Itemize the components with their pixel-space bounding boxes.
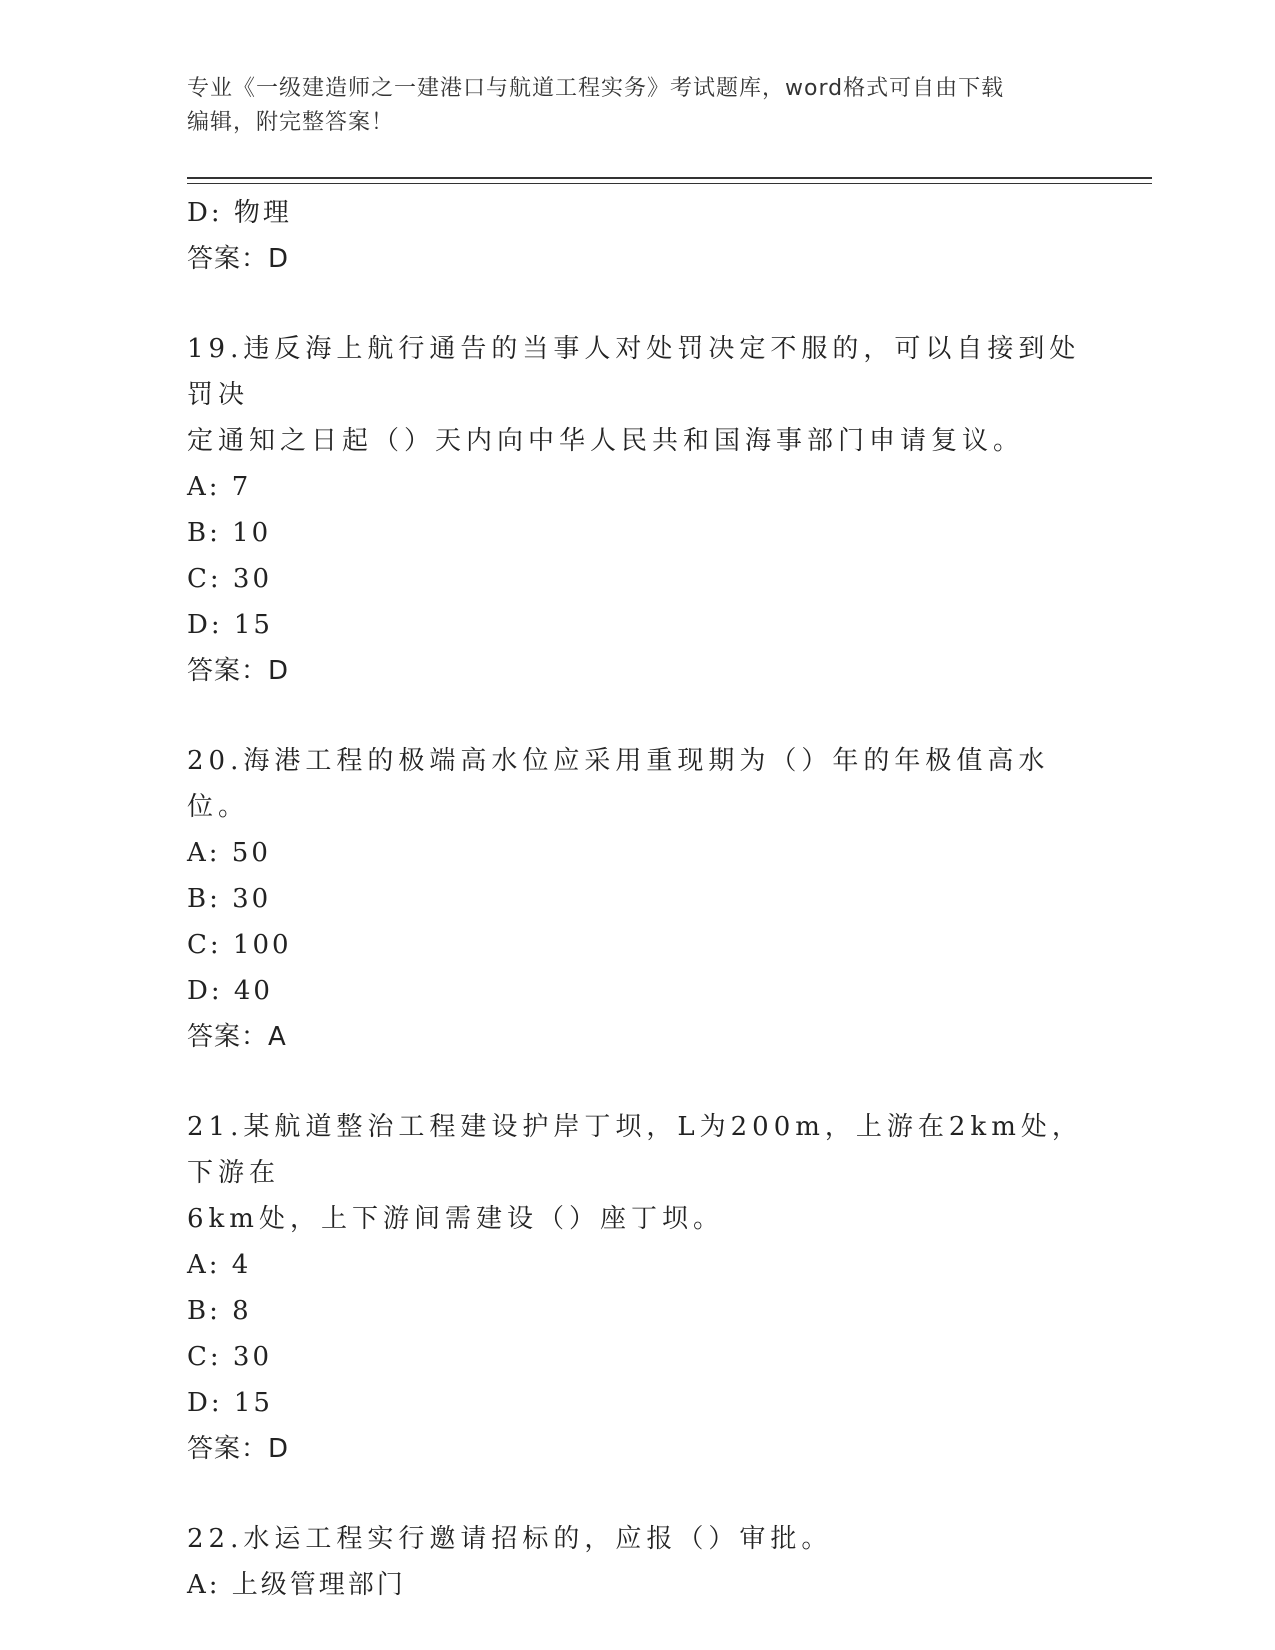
question-text-continued: 6km处，上下游间需建设（）座丁坝。 <box>187 1204 724 1234</box>
option-c: C: 100 <box>187 930 292 960</box>
question-19 <box>187 326 1107 694</box>
question-21 <box>187 1104 1107 1472</box>
previous-question-tail <box>187 190 1107 282</box>
option-c: C: 30 <box>187 564 273 594</box>
question-text: 21.某航道整治工程建设护岸丁坝，L为200m，上游在2km处，下游在 <box>187 1112 1083 1188</box>
option-d: D: 40 <box>187 976 273 1006</box>
question-20 <box>187 738 1107 1060</box>
question-text-continued: 定通知之日起（）天内向中华人民共和国海事部门申请复议。 <box>187 426 1025 456</box>
header-rule-thin <box>187 183 1152 184</box>
answer-line: 答案：D <box>187 656 290 686</box>
question-22 <box>187 1516 1107 1608</box>
option-b: B: 10 <box>187 518 272 548</box>
option-a: A: 7 <box>187 472 252 502</box>
question-list <box>187 190 1107 1608</box>
answer-line: 答案：D <box>187 1434 290 1464</box>
question-text: 19.违反海上航行通告的当事人对处罚决定不服的，可以自接到处罚决 <box>187 334 1081 410</box>
answer-line: 答案：D <box>187 244 290 274</box>
option-a: A: 50 <box>187 838 271 868</box>
answer-line: 答案：A <box>187 1022 287 1052</box>
question-text: 22.水运工程实行邀请招标的，应报（）审批。 <box>187 1524 833 1554</box>
option-d: D: 物理 <box>187 198 292 228</box>
option-d: D: 15 <box>187 610 273 640</box>
option-b: B: 30 <box>187 884 272 914</box>
option-c: C: 30 <box>187 1342 273 1372</box>
option-b: B: 8 <box>187 1296 252 1326</box>
document-header <box>187 72 1067 140</box>
header-rule-thick <box>187 177 1152 179</box>
option-a: A: 4 <box>187 1250 252 1280</box>
header-line-2: 编辑，附完整答案！ <box>187 110 395 135</box>
question-text: 20.海港工程的极端高水位应采用重现期为（）年的年极值高水位。 <box>187 746 1050 822</box>
option-a: A: 上级管理部门 <box>187 1570 406 1600</box>
header-line-1: 专业《一级建造师之一建港口与航道工程实务》考试题库，word格式可自由下载 <box>187 76 1005 101</box>
option-d: D: 15 <box>187 1388 273 1418</box>
